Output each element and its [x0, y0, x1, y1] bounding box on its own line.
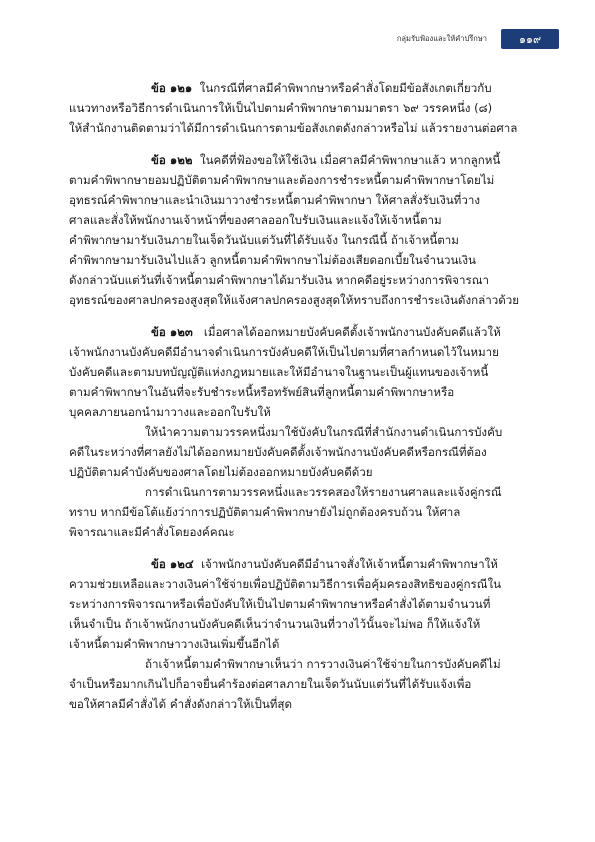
section-122-line: ดังกล่าวนับแต่วันที่เจ้าหนี้ตามคำพิพากษาได้มารับเงิน หากคดีอยู่ระหว่างการพิจารณา	[69, 273, 489, 287]
section-124-line: ความช่วยเหลือและวางเงินค่าใช้จ่ายเพื่อปฏิบัติตามวิธีการเพื่อคุ้มครองสิทธิของคู่กรณีใน	[69, 577, 502, 591]
section-122-line: ข้อ ๑๒๒ ในคดีที่ฟ้องขอให้ใช้เงิน เมื่อศาลมีคำพิพากษาแล้ว หากลูกหนี้	[151, 153, 501, 167]
section-123-line: ตามคำพิพากษาในอันที่จะรับชำระหนี้หรือทรัพย์สินที่ลูกหนี้ตามคำพิพากษาหรือ	[69, 385, 455, 399]
section-122-line: ตามคำพิพากษายอมปฏิบัติตามคำพิพากษาและต้องการชำระหนี้ตามคำพิพากษาโดยไม่	[69, 173, 495, 187]
page-number-badge: ๑๑๙	[501, 29, 559, 49]
section-123-line: ทราบ หากมีข้อโต้แย้งว่าการปฏิบัติตามคำพิพากษายังไม่ถูกต้องครบถ้วน ให้ศาล	[69, 505, 461, 519]
section-122-line: ศาลและสั่งให้พนักงานเจ้าหน้าที่ของศาลออกใบรับเงินและแจ้งให้เจ้าหนี้ตาม	[69, 213, 442, 227]
section-121-line: ข้อ ๑๒๑ ในกรณีที่ศาลมีคำพิพากษาหรือคำสั่งโดยมีข้อสังเกตเกี่ยวกับ	[151, 81, 492, 95]
section-124-line: ข้อ ๑๒๔ เจ้าพนักงานบังคับคดีมีอำนาจสั่งให้เจ้าหนี้ตามคำพิพากษาให้	[151, 557, 498, 571]
section-124-line: ขอให้ศาลมีคำสั่งได้ คำสั่งดังกล่าวให้เป็นที่สุด	[69, 697, 292, 711]
section-123-line: คดีในระหว่างที่ศาลยังไม่ได้ออกหมายบังคับคดีตั้งเจ้าพนักงานบังคับคดีหรือกรณีที่ต้อง	[69, 445, 487, 459]
section-124-line: เห็นจำเป็น ถ้าเจ้าพนักงานบังคับคดีเห็นว่าจำนวนเงินที่วางไว้นั้นจะไม่พอ ก็ให้แจ้งให้	[69, 617, 481, 631]
section-123-line: บุคคลภายนอกนำมาวางและออกใบรับให้	[69, 405, 271, 419]
section-121-line: ให้สำนักงานติดตามว่าได้มีการดำเนินการตามข้อสังเกตดังกล่าวหรือไม่ แล้วรายงานต่อศาล	[69, 121, 518, 135]
section-number: ข้อ ๑๒๒	[151, 153, 193, 167]
section-122-line: คำพิพากษามารับเงินไปแล้ว ลูกหนี้ตามคำพิพากษาไม่ต้องเสียดอกเบี้ยในจำนวนเงิน	[69, 253, 476, 267]
section-123-line: ให้นำความตามวรรคหนึ่งมาใช้บังคับในกรณีที่สำนักงานดำเนินการบังคับ	[145, 425, 503, 439]
page-header	[397, 29, 559, 49]
section-124-line: ระหว่างการพิจารณาหรือเพื่อบังคับให้เป็นไปตามคำพิพากษาหรือคำสั่งได้ตามจำนวนที่	[69, 597, 491, 611]
section-123-line: ข้อ ๑๒๓ เมื่อศาลได้ออกหมายบังคับคดีตั้งเจ้าพนักงานบังคับคดีแล้วให้	[151, 325, 501, 339]
section-124-line: เจ้าหนี้ตามคำพิพากษาวางเงินเพิ่มขึ้นอีกได้	[69, 637, 280, 651]
section-122-line: อุทธรณ์ของศาลปกครองสูงสุดให้แจ้งศาลปกครองสูงสุดให้ทราบถึงการชำระเงินดังกล่าวด้วย	[69, 293, 520, 307]
section-122-line: คำพิพากษามารับเงินภายในเจ็ดวันนับแต่วันที่ได้รับแจ้ง ในกรณีนี้ ถ้าเจ้าหนี้ตาม	[69, 233, 459, 247]
section-number: ข้อ ๑๒๓	[151, 325, 193, 339]
section-121-line: แนวทางหรือวิธีการดำเนินการให้เป็นไปตามคำพิพากษาตามมาตรา ๖๙ วรรคหนึ่ง (๘)	[69, 101, 493, 115]
section-122-line: อุทธรณ์คำพิพากษาและนำเงินมาวางชำระหนี้ตามคำพิพากษา ให้ศาลสั่งรับเงินที่วาง	[69, 193, 480, 207]
section-123-line: บังคับคดีและตามบทบัญญัติแห่งกฎหมายและให้มีอำนาจในฐานะเป็นผู้แทนของเจ้าหนี้	[69, 365, 489, 379]
section-123-line: พิจารณาและมีคำสั่งโดยองค์คณะ	[69, 525, 235, 539]
section-124-line: ถ้าเจ้าหนี้ตามคำพิพากษาเห็นว่า การวางเงินค่าใช้จ่ายในการบังคับคดีไม่	[145, 657, 501, 671]
header-title: กลุ่มรับฟ้องและให้คำปรึกษา	[396, 34, 487, 43]
section-number: ข้อ ๑๒๑	[151, 81, 193, 95]
document-body	[69, 78, 540, 714]
section-124-line: จำเป็นหรือมากเกินไปก็อาจยื่นคำร้องต่อศาลภายในเจ็ดวันนับแต่วันที่ได้รับแจ้งเพื่อ	[69, 677, 472, 691]
section-123-line: การดำเนินการตามวรรคหนึ่งและวรรคสองให้รายงานศาลและแจ้งคู่กรณี	[145, 485, 502, 499]
section-number: ข้อ ๑๒๔	[151, 557, 194, 571]
section-123-line: เจ้าพนักงานบังคับคดีมีอำนาจดำเนินการบังคับคดีให้เป็นไปตามที่ศาลกำหนดไว้ในหมาย	[69, 345, 499, 359]
section-123-line: ปฏิบัติตามคำบังคับของศาลโดยไม่ต้องออกหมายบังคับคดีด้วย	[69, 465, 373, 479]
